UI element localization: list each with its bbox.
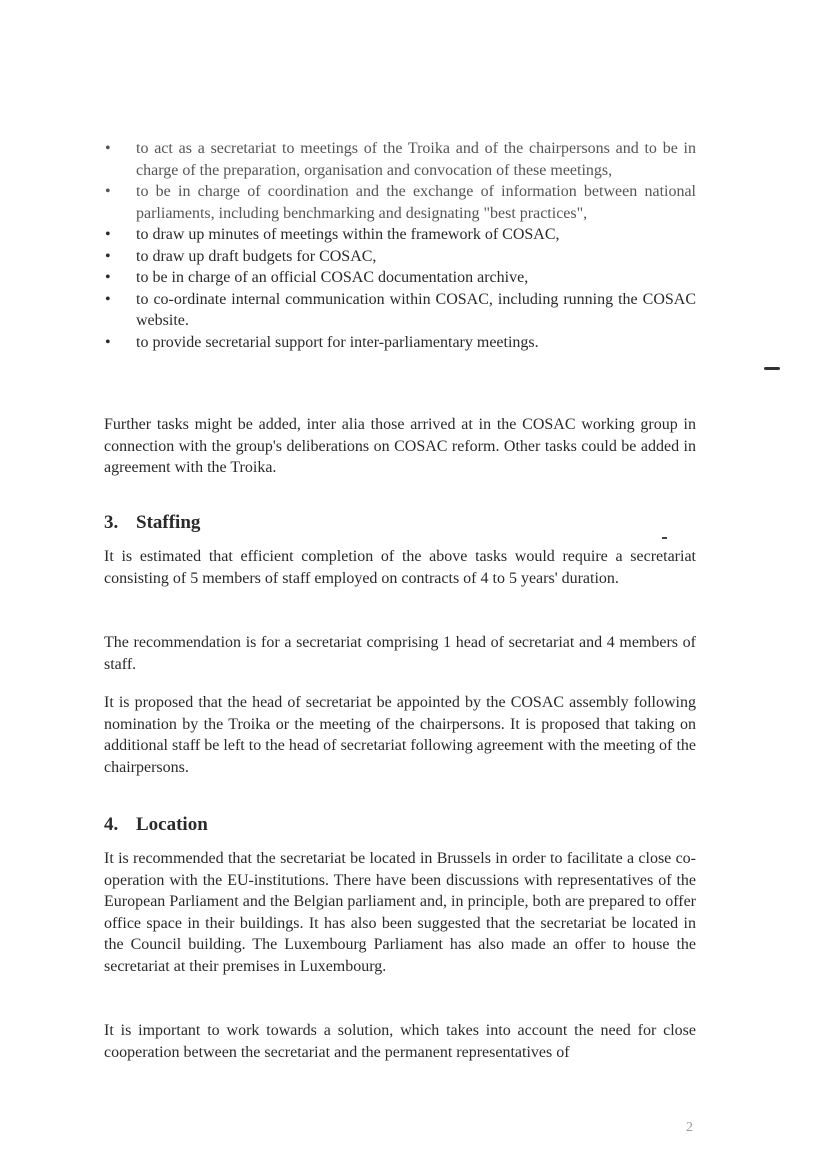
- bullet-icon: •: [105, 290, 111, 308]
- section-number: 4.: [104, 814, 119, 835]
- bullet-text: to co-ordinate internal communication within COSAC, including running the COSAC website.: [136, 290, 696, 329]
- location-paragraph: It is important to work towards a solution, which takes into account the need for close cooperation between the secretariat and the permanent representatives of: [104, 1022, 696, 1061]
- section-title: Location: [136, 814, 208, 835]
- bullet-text: to be in charge of an official COSAC documentation archive,: [136, 269, 529, 286]
- bullet-text: to draw up draft budgets for COSAC,: [136, 247, 377, 265]
- bullet-icon: •: [105, 269, 111, 286]
- section-title: Staffing: [136, 512, 201, 533]
- bullet-item: [104, 267, 696, 289]
- bullet-item: [104, 332, 696, 354]
- bullet-icon: •: [105, 247, 111, 265]
- further-tasks-paragraph: Further tasks might be added, inter alia those arrived at in the COSAC working group in connection with the group's deliberations on COSAC reform. Other tasks could be added in agreement with the Troika.: [104, 416, 696, 476]
- bullet-text: to be in charge of coordination and the exchange of information between national parliaments, including benchmarking and designating "best practices",: [136, 183, 696, 222]
- bullet-item: [104, 224, 696, 246]
- section-number: 3.: [104, 512, 119, 533]
- bullet-item: [104, 138, 696, 181]
- location-paragraph: It is recommended that the secretariat be located in Brussels in order to facilitate a close co-operation with the EU-institutions. There have been discussions with representatives of the European Parliament and the Belgian parliament and, in principle, both are prepared to offer office space in their buildings. It has also been suggested that the secretariat be located in the Council building. The Luxembourg Parliament has also made an offer to house the secretariat at their premises in Luxembourg.: [104, 850, 696, 975]
- bullet-text: to draw up minutes of meetings within the framework of COSAC,: [136, 226, 560, 243]
- scan-speck: [662, 537, 667, 539]
- bullet-icon: •: [105, 183, 111, 200]
- bullet-item: [104, 246, 696, 268]
- task-bullet-list: [104, 138, 696, 353]
- bullet-text: to provide secretarial support for inter-parliamentary meetings.: [136, 333, 539, 351]
- staffing-paragraph: It is proposed that the head of secretariat be appointed by the COSAC assembly following nomination by the Troika or the meeting of the chairpersons. It is proposed that taking on additional staff be left to the head of secretariat following agreement with the meeting of the chairpersons.: [104, 694, 696, 776]
- margin-pen-mark: [764, 367, 780, 370]
- staffing-paragraph: It is estimated that efficient completion of the above tasks would require a secretariat consisting of 5 members of staff employed on contracts of 4 to 5 years' duration.: [104, 548, 696, 587]
- bullet-icon: •: [105, 226, 111, 243]
- staffing-paragraph: The recommendation is for a secretariat comprising 1 head of secretariat and 4 members of staff.: [104, 634, 696, 673]
- bullet-item: [104, 289, 696, 332]
- section-heading-staffing: [104, 512, 200, 534]
- section-heading-location: [104, 814, 208, 836]
- bullet-icon: •: [105, 333, 111, 351]
- bullet-icon: •: [105, 140, 111, 157]
- page-number: 2: [686, 1120, 693, 1135]
- bullet-item: [104, 181, 696, 224]
- bullet-text: to act as a secretariat to meetings of the Troika and of the chairpersons and to be in charge of the preparation, organisation and convocation of these meetings,: [136, 140, 696, 179]
